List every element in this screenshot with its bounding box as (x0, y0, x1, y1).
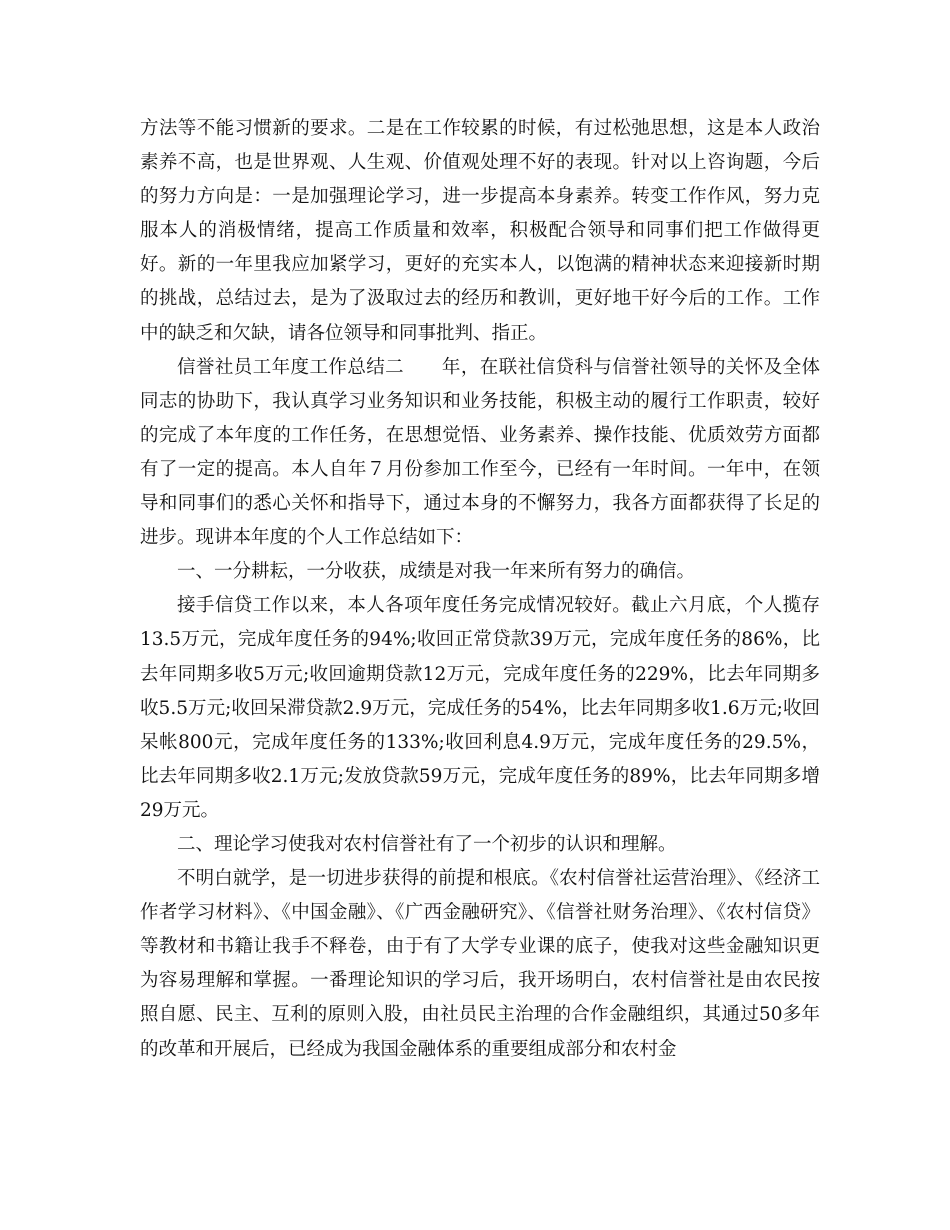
document-body (140, 112, 820, 1067)
paragraph-6: 不明白就学，是一切进步获得的前提和根底。《农村信誉社运营治理》、《经济工作者学习材料》、《中国金融》、《广西金融研究》、《信誉社财务治理》、《农村信贷》等教材和书籍让我手不释卷，由于有了大学专业课的底子，使我对这些金融知识更为容易理解和掌握。一番理论知识的学习后，我开场明白，农村信誉社是由农民按照自愿、民主、互利的原则入股，由社员民主治理的合作金融组织，其通过50多年的改革和开展后，已经成为我国金融体系的重要组成部分和农村金 (140, 868, 820, 1060)
paragraph-1: 方法等不能习惯新的要求。二是在工作较累的时候，有过松弛思想，这是本人政治素养不高，也是世界观、人生观、价值观处理不好的表现。针对以上咨询题，今后的努力方向是：一是加强理论学习，进一步提高本身素养。转变工作作风，努力克服本人的消极情绪，提高工作质量和效率，积极配合领导和同事们把工作做得更好。新的一年里我应加紧学习，更好的充实本人，以饱满的精神状态来迎接新时期的挑战，总结过去，是为了汲取过去的经历和教训，更好地干好今后的工作。工作中的缺乏和欠缺，请各位领导和同事批判、指正。 (140, 118, 820, 344)
paragraph-3-heading: 一、一分耕耘，一分收获，成绩是对我一年来所有努力的确信。 (177, 561, 696, 583)
paragraph-2: 信誉社员工年度工作总结二 年，在联社信贷科与信誉社领导的关怀及全体同志的协助下，我认真学习业务知识和业务技能，积极主动的履行工作职责，较好的完成了本年度的工作任务，在思想觉悟、业务素养、操作技能、优质效劳方面都有了一定的提高。本人自年７月份参加工作至今，已经有一年时间。一年中，在领导和同事们的悉心关怀和指导下，通过本身的不懈努力，我各方面都获得了长足的进步。现讲本年度的个人工作总结如下： (140, 356, 820, 549)
paragraph-4: 接手信贷工作以来，本人各项年度任务完成情况较好。截止六月底，个人揽存13.5万元，完成年度任务的94%;收回正常贷款39万元，完成年度任务的86%，比去年同期多收5万元;收回逾期贷款12万元，完成年度任务的229%，比去年同期多收5.5万元;收回呆滞贷款2.9万元，完成任务的54%，比去年同期多收1.6万元;收回呆帐800元，完成年度任务的133%;收回利息4.9万元，完成年度任务的29.5%，比去年同期多收2.1万元;发放贷款59万元，完成年度任务的89%，比去年同期多增29万元。 (140, 595, 820, 821)
paragraph-5-heading: 二、理论学习使我对农村信誉社有了一个初步的认识和理解。 (177, 833, 677, 855)
